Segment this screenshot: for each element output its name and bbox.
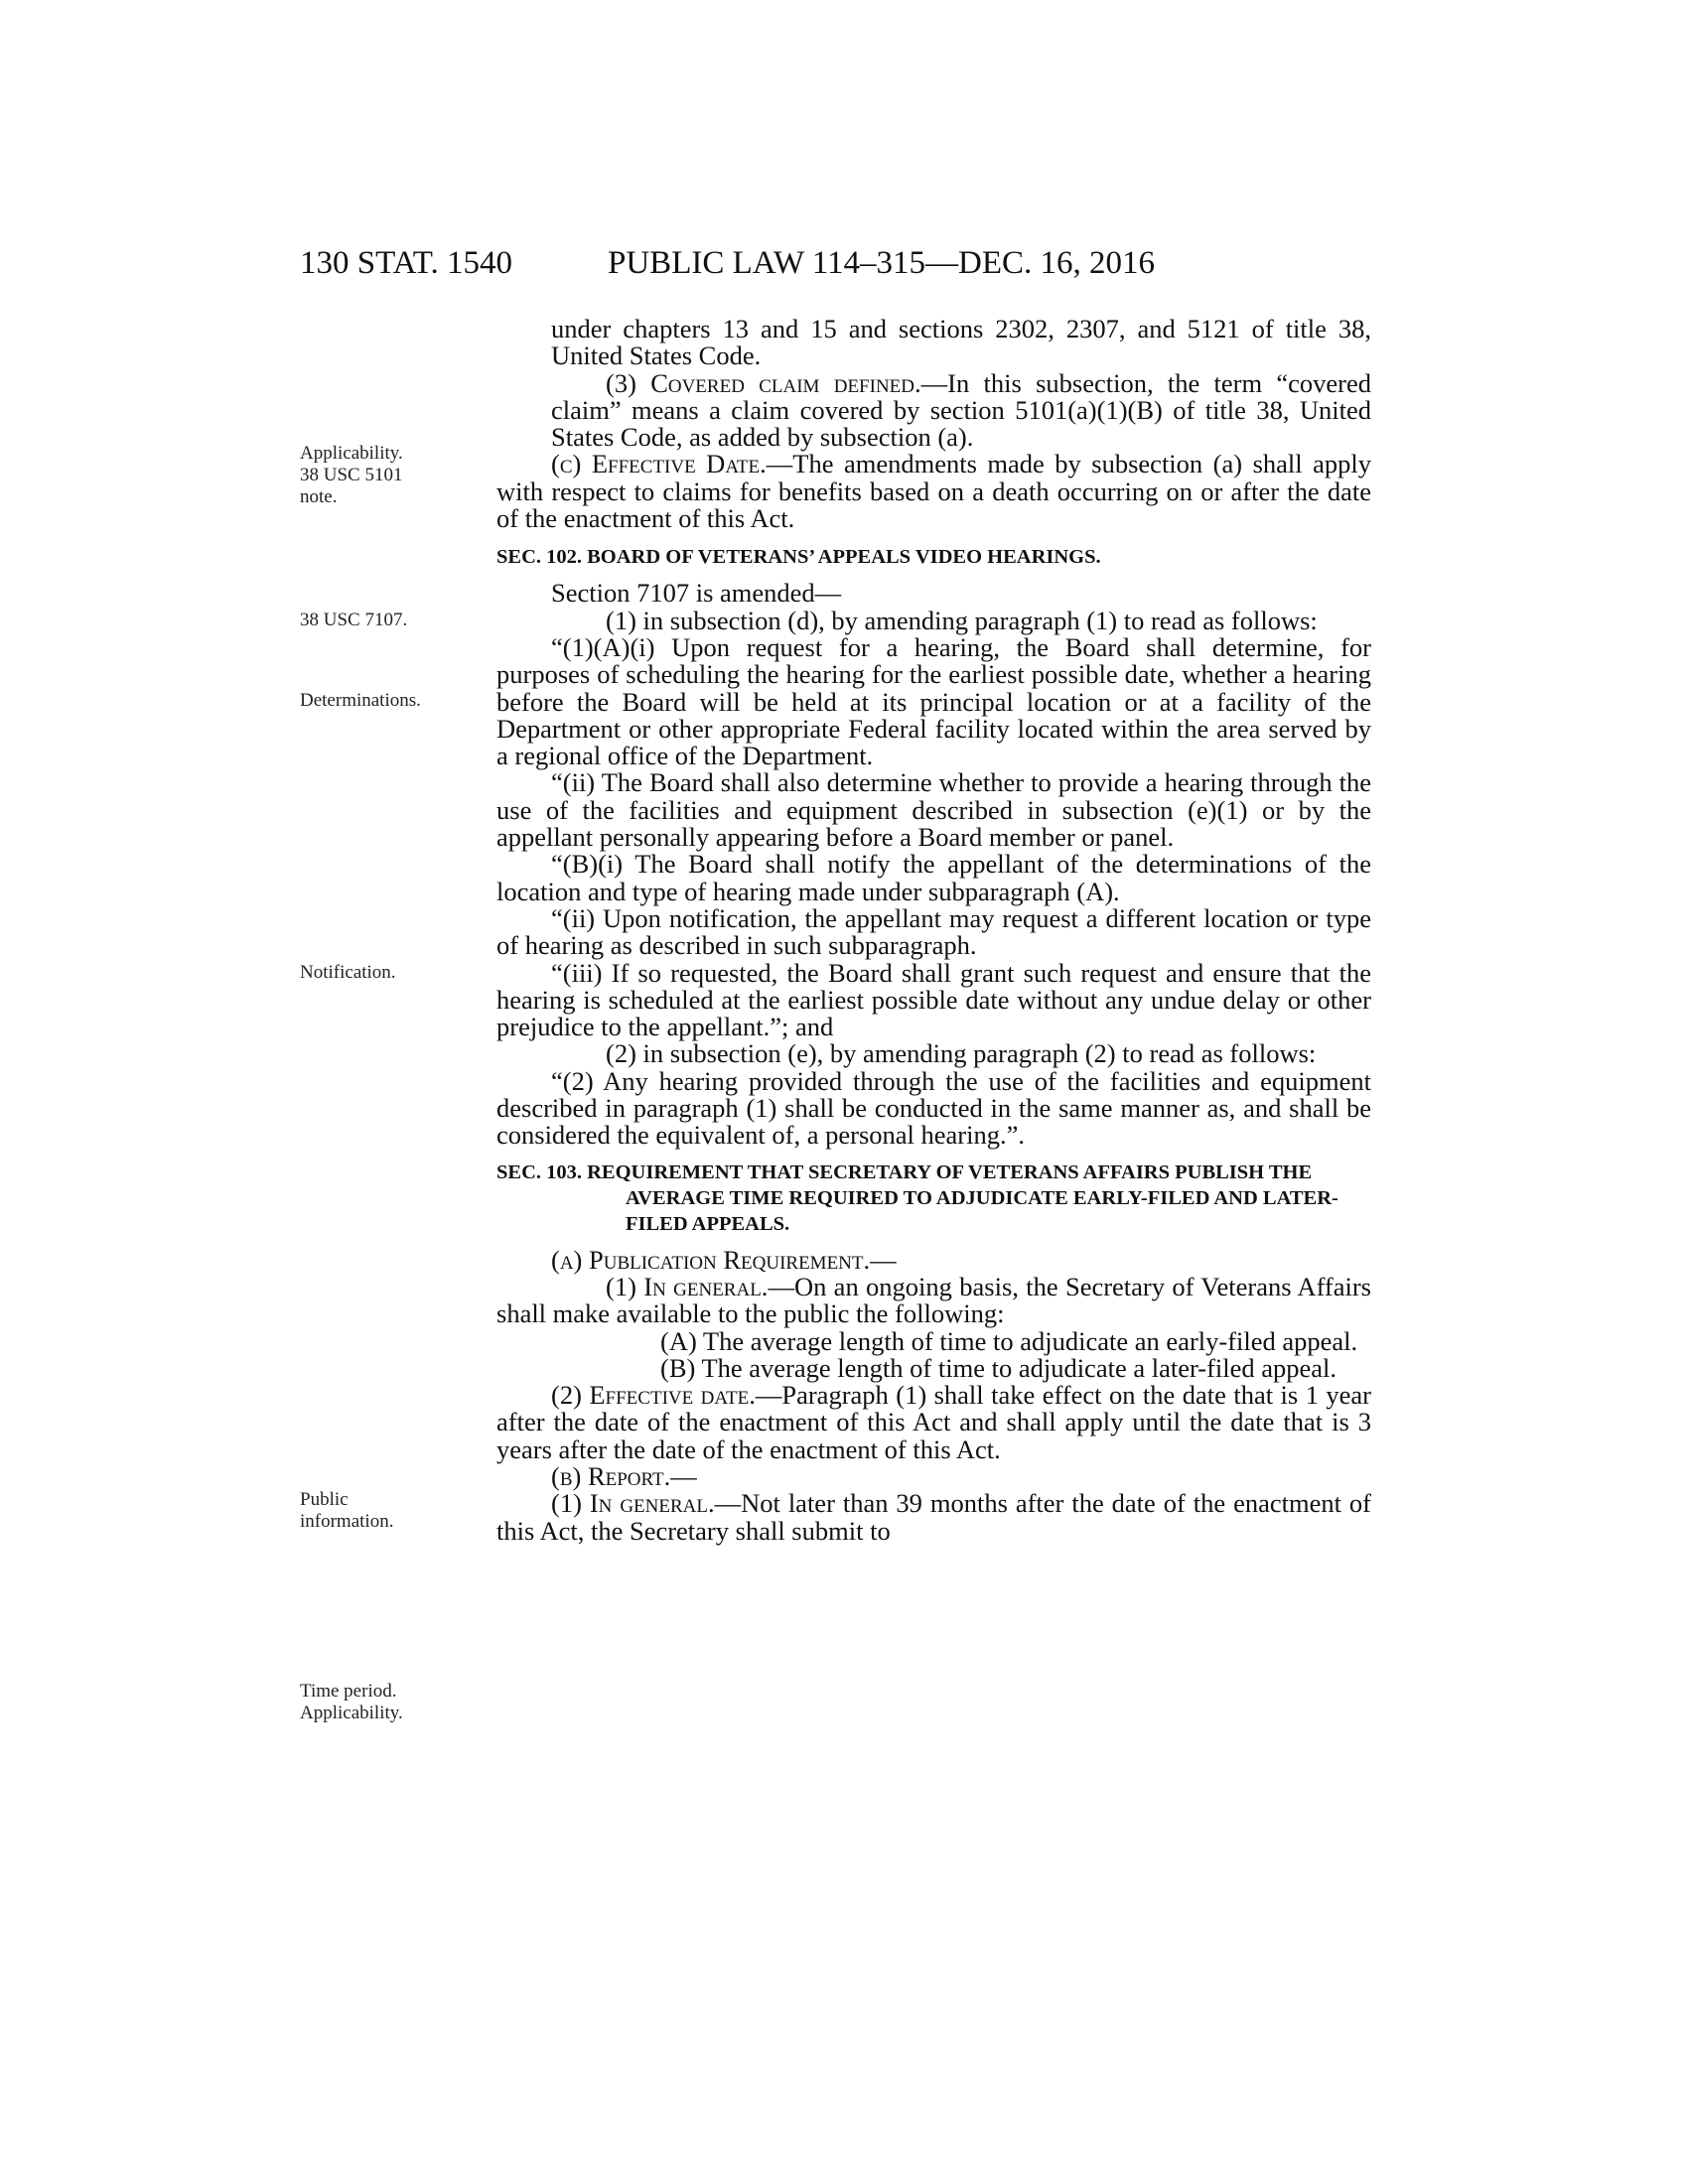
- section-heading-102: SEC. 102. BOARD OF VETERANS’ APPEALS VIDEO HEARINGS.: [496, 546, 1101, 569]
- paragraph: under chapters 13 and 15 and sections 2302, 2307, and 5121 of title 38, United States Code.: [551, 314, 1371, 371]
- margin-note-determinations: Determinations.: [300, 690, 421, 711]
- section-heading-103: SEC. 103. REQUIREMENT THAT SECRETARY OF VETERANS AFFAIRS PUBLISH THE AVERAGE TIME REQUIRED TO ADJUDICATE EARLY-FILED AND LATER-FILED APPEALS.: [496, 1160, 1338, 1235]
- paragraph: (2) in subsection (e), by amending paragraph (2) to read as follows:: [606, 1038, 1317, 1069]
- margin-note-usc7107: 38 USC 7107.: [300, 610, 408, 630]
- paragraph: “(ii) The Board shall also determine whether to provide a hearing through the use of the facilities and equipment described in subsection (e)(1) or by the appellant personally appearing before a Board member or panel.: [496, 767, 1371, 853]
- paragraph: “(B)(i) The Board shall notify the appellant of the determinations of the location and type of hearing made under subparagraph (A).: [496, 849, 1371, 906]
- paragraph: “(1)(A)(i) Upon request for a hearing, the Board shall determine, for purposes of scheduling the hearing for the earliest possible date, whether a hearing before the Board will be held at its principal location or at a facility of the Department or other appropriate Federal facility located within the area served by a regional office of the Department.: [496, 631, 1371, 771]
- paragraph: (A) The average length of time to adjudicate an early-filed appeal.: [660, 1325, 1358, 1356]
- margin-note-public-information: Public information.: [300, 1489, 394, 1532]
- paragraph: (1) In general.—Not later than 39 months after the date of the enactment of this Act, the Secretary shall submit to: [496, 1488, 1371, 1546]
- public-law-title: PUBLIC LAW 114–315—DEC. 16, 2016: [608, 245, 1156, 281]
- paragraph: (3) Covered claim defined.—In this subsection, the term “covered claim” means a claim covered by section 5101(a)(1)(B) of title 38, United States Code, as added by subsection (a).: [551, 367, 1372, 453]
- paragraph: (2) Effective date.—Paragraph (1) shall take effect on the date that is 1 year after the date of the enactment of this Act and shall apply until the date that is 3 years after the date of the enactment of this Act.: [496, 1380, 1371, 1464]
- margin-note-notification: Notification.: [300, 962, 396, 983]
- document-body: [496, 316, 1371, 1545]
- paragraph: (B) The average length of time to adjudicate a later-filed appeal.: [660, 1352, 1337, 1383]
- paragraph: (b) Report.—: [551, 1460, 697, 1491]
- paragraph: (1) in subsection (d), by amending paragraph (1) to read as follows:: [606, 605, 1318, 635]
- paragraph: (a) Publication Requirement.—: [551, 1244, 897, 1275]
- margin-note-applicability: Applicability. 38 USC 5101 note.: [300, 443, 403, 507]
- paragraph: “(iii) If so requested, the Board shall grant such request and ensure that the hearing is scheduled at the earliest possible date without any undue delay or other prejudice to the appellant.”; and: [496, 957, 1371, 1042]
- paragraph: Section 7107 is amended—: [551, 578, 842, 609]
- paragraph: “(ii) Upon notification, the appellant may request a different location or type of hearing as described in such subparagraph.: [496, 902, 1371, 961]
- paragraph: “(2) Any hearing provided through the use of the facilities and equipment described in paragraph (1) shall be conducted in the same manner as, and shall be considered the equivalent of, a personal hearing.”.: [496, 1065, 1371, 1151]
- paragraph: (c) Effective Date.—The amendments made by subsection (a) shall apply with respect to claims for benefits based on a death occurring on or after the date of the enactment of this Act.: [496, 449, 1372, 534]
- margin-note-time-period: Time period. Applicability.: [300, 1681, 403, 1723]
- stat-citation: 130 STAT. 1540: [300, 245, 513, 281]
- page-header: [300, 241, 1372, 285]
- paragraph: (1) In general.—On an ongoing basis, the Secretary of Veterans Affairs shall make available to the public the following:: [496, 1271, 1371, 1329]
